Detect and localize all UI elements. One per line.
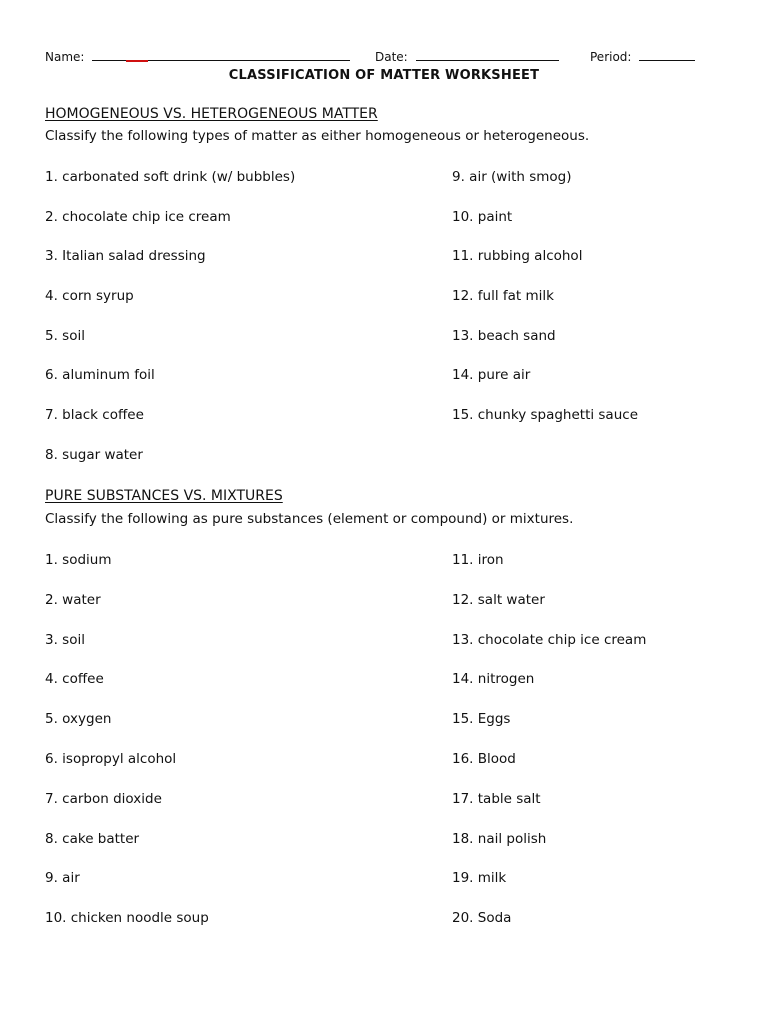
list-item: 5. oxygen (45, 711, 112, 728)
list-item: 13. beach sand (452, 327, 556, 344)
section1-left-list (45, 167, 295, 485)
list-item: 12. full fat milk (452, 288, 554, 305)
list-item: 15. Eggs (452, 711, 511, 728)
list-item: 2. chocolate chip ice cream (45, 208, 231, 225)
list-item: 12. salt water (452, 591, 545, 608)
list-item: 17. table salt (452, 790, 541, 807)
list-item: 19. milk (452, 870, 507, 887)
section2-right-list (452, 550, 646, 948)
list-item: 16. Blood (452, 750, 516, 767)
list-item: 10. chicken noodle soup (45, 910, 209, 927)
section2-instruction: Classify the following as pure substances (element or compound) or mixtures. (45, 511, 574, 527)
list-item: 14. pure air (452, 367, 531, 384)
list-item: 3. Italian salad dressing (45, 248, 206, 265)
section1-instruction: Classify the following types of matter as either homogeneous or heterogeneous. (45, 128, 590, 144)
list-item: 13. chocolate chip ice cream (452, 631, 647, 648)
list-item: 3. soil (45, 631, 85, 648)
list-item: 7. carbon dioxide (45, 790, 162, 807)
list-item: 9. air (with smog) (452, 169, 572, 185)
section2-left-list (45, 550, 209, 948)
list-item: 11. iron (452, 552, 504, 568)
name-label: Name: (45, 50, 85, 64)
list-item: 18. nail polish (452, 830, 547, 847)
list-item: 8. cake batter (45, 830, 140, 847)
list-item: 15. chunky spaghetti sauce (452, 407, 638, 424)
list-item: 2. water (45, 591, 101, 608)
list-item: 11. rubbing alcohol (452, 248, 583, 265)
list-item: 1. sodium (45, 552, 112, 568)
date-label: Date: (375, 50, 408, 64)
section1-right-list (452, 167, 638, 445)
worksheet-header (45, 46, 705, 66)
list-item: 6. isopropyl alcohol (45, 750, 177, 767)
date-blank[interactable] (416, 46, 559, 61)
section1-title: HOMOGENEOUS VS. HETEROGENEOUS MATTER (45, 106, 378, 122)
list-item: 20. Soda (452, 910, 512, 927)
list-item: 10. paint (452, 208, 513, 225)
list-item: 1. carbonated soft drink (w/ bubbles) (45, 169, 296, 185)
period-blank[interactable] (639, 46, 695, 61)
period-label: Period: (590, 50, 632, 64)
worksheet-title: CLASSIFICATION OF MATTER WORKSHEET (228, 68, 540, 83)
date-field (375, 46, 559, 64)
list-item: 6. aluminum foil (45, 367, 155, 384)
section2-title: PURE SUBSTANCES VS. MIXTURES (45, 488, 283, 504)
name-field (45, 46, 350, 64)
list-item: 4. corn syrup (45, 288, 134, 305)
list-item: 8. sugar water (45, 446, 143, 463)
list-item: 14. nitrogen (452, 671, 535, 688)
list-item: 7. black coffee (45, 407, 144, 424)
list-item: 4. coffee (45, 671, 104, 688)
list-item: 9. air (45, 870, 80, 887)
name-blank[interactable] (92, 46, 350, 61)
list-item: 5. soil (45, 327, 85, 344)
red-pen-mark (126, 60, 148, 62)
period-field (590, 46, 695, 64)
